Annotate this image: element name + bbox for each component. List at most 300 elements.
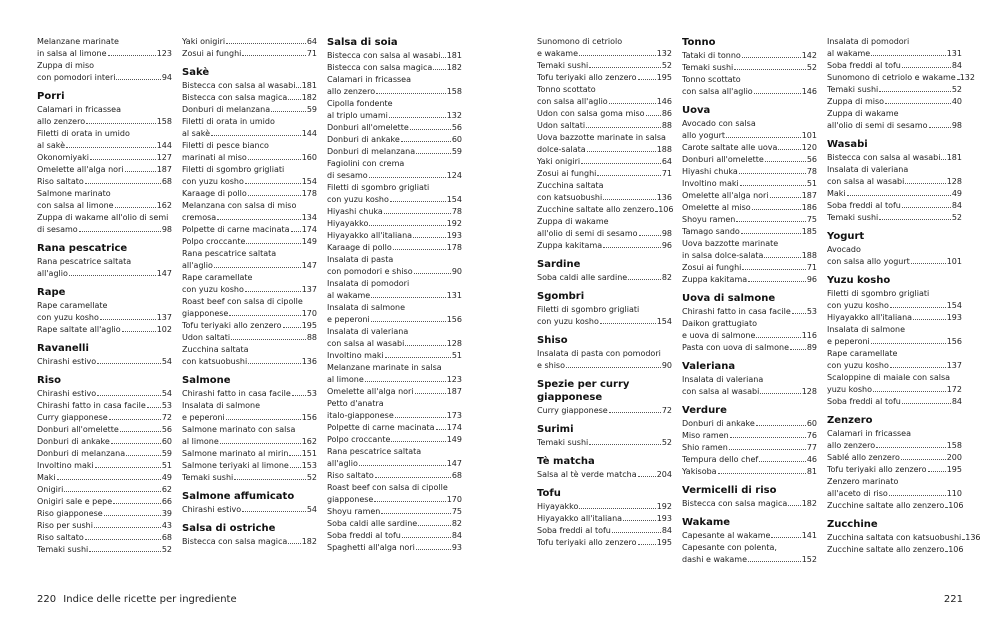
ingredient-heading: Rape — [37, 287, 66, 298]
recipe-name-line: di sesamo — [327, 171, 368, 180]
page-number: 162 — [156, 201, 172, 210]
page-number: 64 — [661, 157, 672, 166]
page-number: 81 — [806, 467, 817, 476]
recipe-line-with-page — [827, 396, 962, 408]
recipe-name-line: Temaki sushi — [182, 473, 234, 482]
recipe-line-with-page — [537, 72, 672, 84]
recipe-line-with-page — [182, 236, 317, 248]
recipe-name-line: con salsa all'aglio — [537, 97, 608, 106]
page-number: 52 — [661, 438, 672, 447]
dot-leader — [628, 279, 661, 280]
recipe-entry — [827, 288, 962, 312]
dot-leader — [245, 291, 301, 292]
recipe-name-line: Capesante al wakame — [682, 531, 771, 540]
recipe-name-line: Shio ramen — [682, 443, 728, 452]
recipe-entry — [827, 372, 962, 396]
dot-leader — [211, 135, 301, 136]
recipe-name-line: Avocado — [827, 245, 861, 254]
dot-leader — [271, 111, 306, 112]
recipe-name-line: Yaki onigiri — [537, 157, 581, 166]
page-number: 136 — [965, 533, 981, 542]
recipe-entry — [682, 118, 817, 142]
recipe-name-line: Filetti di sgombro grigliati — [827, 289, 930, 298]
recipe-name-line: Chirashi fatto in casa facile — [37, 401, 146, 410]
page-number: 60 — [451, 135, 462, 144]
page-number: 49 — [161, 473, 172, 482]
page-number: 59 — [451, 147, 462, 156]
recipe-name-line: Miso ramen — [682, 431, 729, 440]
page-number: 52 — [161, 545, 172, 554]
dot-leader — [928, 471, 946, 472]
recipe-name-line: Melanzane marinate in salsa — [327, 363, 442, 372]
recipe-name-line: in salsa dolce-salata — [682, 251, 764, 260]
recipe-entry — [682, 202, 817, 214]
recipe-name-line: Filetti di pesce bianco — [182, 141, 269, 150]
dot-leader — [879, 219, 951, 220]
ingredient-heading: Yuzu kosho — [827, 275, 891, 286]
recipe-entry — [682, 62, 817, 74]
dot-leader — [288, 99, 300, 100]
recipe-name-line: Calamari in fricassea — [37, 105, 121, 114]
index-column-5 — [682, 36, 817, 566]
dot-leader — [291, 231, 301, 232]
page-number: 93 — [451, 543, 462, 552]
recipe-entry — [182, 448, 317, 460]
recipe-name-line: Insalata di salmone — [182, 401, 261, 410]
page-number: 128 — [446, 339, 462, 348]
recipe-name-line: Donburi all'omelette — [682, 155, 764, 164]
dot-leader — [248, 159, 301, 160]
recipe-name-line: Filetti di sgombro grigliati — [327, 183, 430, 192]
dot-leader — [109, 419, 161, 420]
dot-leader — [125, 171, 156, 172]
recipe-entry — [537, 501, 672, 513]
dot-leader — [369, 177, 446, 178]
page-number-left: 220 — [37, 594, 57, 605]
page-number: 123 — [156, 49, 172, 58]
recipe-name-line: Zuppa di wakame — [537, 217, 609, 226]
recipe-name-line: Temaki sushi — [537, 61, 589, 70]
recipe-line-with-page — [327, 410, 462, 422]
recipe-line-with-page — [827, 500, 962, 512]
recipe-line-with-page — [182, 436, 317, 448]
recipe-entry — [682, 318, 817, 342]
dot-leader — [245, 183, 301, 184]
recipe-line-with-page — [827, 440, 962, 452]
recipe-name-line: con salsa al limone — [37, 201, 114, 210]
recipe-line-with-page — [537, 228, 672, 240]
recipe-line-with-page — [327, 146, 462, 158]
page-number: 56 — [806, 155, 817, 164]
dot-leader — [587, 151, 656, 152]
page-number: 192 — [446, 219, 462, 228]
recipe-entry — [537, 272, 672, 284]
recipe-entry — [327, 278, 462, 302]
recipe-name-line: Carote saltate alle uova — [682, 143, 778, 152]
recipe-line-with-page — [37, 484, 172, 496]
dot-leader — [147, 407, 161, 408]
dot-leader — [69, 275, 156, 276]
recipe-name-line: Rape caramellate — [827, 349, 898, 358]
recipe-entry — [827, 312, 962, 324]
recipe-entry — [182, 332, 317, 344]
dot-leader — [589, 67, 661, 68]
dot-leader — [214, 267, 301, 268]
recipe-name-line: giapponese — [327, 495, 374, 504]
recipe-entry — [37, 448, 172, 460]
page-number: 174 — [301, 225, 317, 234]
recipe-name-line: Curry giapponese — [37, 413, 108, 422]
page-number: 84 — [951, 61, 962, 70]
dot-leader — [393, 249, 446, 250]
page-number: 172 — [946, 385, 962, 394]
recipe-line-with-page — [682, 166, 817, 178]
dot-leader — [876, 447, 946, 448]
dot-leader — [290, 467, 301, 468]
recipe-name-line: Yakisoba — [682, 467, 717, 476]
recipe-entry — [682, 498, 817, 510]
recipe-line-with-page — [682, 530, 817, 542]
recipe-entry — [827, 244, 962, 268]
page-number: 156 — [946, 337, 962, 346]
recipe-name-line: Petto d'anatra — [327, 399, 384, 408]
page-number: 123 — [446, 375, 462, 384]
recipe-name-line: Uova bazzotte marinate in salsa — [537, 133, 666, 142]
recipe-name-line: Polpette di carne macinata — [182, 225, 290, 234]
recipe-entry — [827, 544, 962, 556]
recipe-line-with-page — [37, 224, 172, 236]
recipe-line-with-page — [37, 508, 172, 520]
page-number: 51 — [806, 179, 817, 188]
recipe-entry — [827, 452, 962, 464]
recipe-name-line: e peperoni — [827, 337, 870, 346]
recipe-entry — [182, 224, 317, 236]
recipe-name-line: Salmone marinato — [37, 189, 111, 198]
index-column-4 — [537, 36, 672, 549]
dot-leader — [603, 247, 661, 248]
recipe-name-line: Uova bazzotte marinate — [682, 239, 779, 248]
recipe-line-with-page — [37, 116, 172, 128]
recipe-line-with-page — [37, 460, 172, 472]
ingredient-heading: Vermicelli di riso — [682, 485, 777, 496]
page-number: 158 — [946, 441, 962, 450]
recipe-name-line: Rana pescatrice saltata — [327, 447, 422, 456]
recipe-line-with-page — [827, 212, 962, 224]
page-number: 154 — [446, 195, 462, 204]
dot-leader — [95, 467, 161, 468]
recipe-entry — [37, 128, 172, 152]
recipe-name-line: Soba caldi alle sardine — [537, 273, 628, 282]
recipe-name-line: Rape caramellate — [182, 273, 253, 282]
dot-leader — [64, 491, 160, 492]
recipe-line-with-page — [182, 320, 317, 332]
recipe-name-line: Temaki sushi — [827, 85, 879, 94]
recipe-name-line: Chirashi estivo — [37, 389, 97, 398]
recipe-line-with-page — [327, 206, 462, 218]
dot-leader — [638, 476, 656, 477]
dot-leader — [597, 175, 660, 176]
dot-leader — [385, 357, 451, 358]
recipe-entry — [537, 216, 672, 240]
recipe-name-line: con salsa allo yogurt — [827, 257, 910, 266]
recipe-line-with-page — [37, 312, 172, 324]
recipe-line-with-page — [37, 400, 172, 412]
recipe-entry — [327, 242, 462, 254]
recipe-line-with-page — [537, 537, 672, 549]
recipe-entry — [182, 188, 317, 200]
recipe-name-line: Zuppa di miso — [827, 97, 885, 106]
page-number: 68 — [451, 471, 462, 480]
page-number: 71 — [661, 169, 672, 178]
recipe-line-with-page — [327, 458, 462, 470]
recipe-entry — [327, 482, 462, 506]
recipe-entry — [37, 412, 172, 424]
recipe-name-line: Polpo croccante — [182, 237, 246, 246]
page-number: 200 — [946, 453, 962, 462]
recipe-name-line: Zuppa kakitama — [537, 241, 603, 250]
recipe-name-line: Bistecca con salsa al wasabi — [182, 81, 296, 90]
dot-leader — [890, 367, 946, 368]
recipe-line-with-page — [37, 448, 172, 460]
recipe-name-line: dashi e wakame — [682, 555, 748, 564]
page-number: 51 — [451, 351, 462, 360]
page-number: 128 — [801, 387, 817, 396]
recipe-entry — [182, 460, 317, 472]
recipe-line-with-page — [327, 170, 462, 182]
recipe-line-with-page — [37, 412, 172, 424]
recipe-name-line: Shoyu ramen — [327, 507, 381, 516]
recipe-name-line: Insalata di pasta — [327, 255, 394, 264]
recipe-line-with-page — [537, 513, 672, 525]
recipe-entry — [827, 36, 962, 60]
recipe-name-line: Tonno scottato — [537, 85, 596, 94]
dot-leader — [734, 69, 806, 70]
recipe-name-line: e peperoni — [182, 413, 225, 422]
dot-leader — [579, 55, 656, 56]
page-number: 144 — [156, 141, 172, 150]
page-number: 89 — [806, 343, 817, 352]
page-number: 52 — [806, 63, 817, 72]
page-number: 84 — [451, 531, 462, 540]
page-number: 96 — [661, 241, 672, 250]
dot-leader — [120, 431, 161, 432]
dot-leader — [771, 537, 800, 538]
recipe-line-with-page — [682, 190, 817, 202]
dot-leader — [754, 93, 801, 94]
dot-leader — [242, 511, 306, 512]
recipe-line-with-page — [327, 518, 462, 530]
recipe-entry — [537, 348, 672, 372]
recipe-name-line: Shoyu ramen — [682, 215, 736, 224]
page-number: 68 — [161, 177, 172, 186]
recipe-entry — [37, 356, 172, 368]
recipe-name-line: Zosui ai funghi — [682, 263, 742, 272]
dot-leader — [414, 273, 451, 274]
recipe-line-with-page — [327, 134, 462, 146]
recipe-name-line: Hiyayakko — [327, 219, 369, 228]
page-number: 181 — [301, 81, 317, 90]
recipe-entry — [827, 72, 975, 84]
page-number: 147 — [446, 459, 462, 468]
page-number: 71 — [306, 49, 317, 58]
recipe-line-with-page — [327, 470, 462, 482]
recipe-name-line: Donburi all'omelette — [327, 123, 409, 132]
recipe-name-line: con salsa al wasabi — [827, 177, 905, 186]
recipe-line-with-page — [327, 86, 462, 98]
dot-leader — [623, 520, 656, 521]
recipe-name-line: Capesante con polenta, — [682, 543, 777, 552]
page-number: 131 — [946, 49, 962, 58]
recipe-name-line: Sablé allo zenzero — [827, 453, 900, 462]
recipe-line-with-page — [827, 256, 962, 268]
dot-leader — [879, 91, 951, 92]
page-number: 182 — [801, 499, 817, 508]
recipe-entry — [827, 96, 962, 108]
dot-leader — [890, 307, 946, 308]
recipe-line-with-page — [682, 62, 817, 74]
recipe-name-line: Salmone marinato con salsa — [182, 425, 296, 434]
index-column-3 — [327, 36, 462, 554]
page-number: 195 — [656, 538, 672, 547]
recipe-name-line: al wakame — [327, 291, 371, 300]
dot-leader — [395, 417, 446, 418]
dot-leader — [234, 479, 306, 480]
recipe-line-with-page — [827, 120, 962, 132]
recipe-name-line: Zucchine saltate allo zenzero — [827, 545, 945, 554]
recipe-name-line: Donburi di ankake — [37, 437, 110, 446]
recipe-name-line: Hiyayakko all'italiana — [327, 231, 413, 240]
dot-leader — [646, 115, 661, 116]
dot-leader — [415, 393, 446, 394]
recipe-entry — [537, 84, 672, 108]
dot-leader — [288, 543, 300, 544]
dot-leader — [760, 393, 800, 394]
footer-right — [944, 594, 963, 605]
recipe-name-line: e peperoni — [327, 315, 370, 324]
recipe-line-with-page — [37, 152, 172, 164]
dot-leader — [390, 201, 446, 202]
recipe-line-with-page — [182, 48, 317, 60]
ingredient-heading: Verdure — [682, 405, 727, 416]
recipe-entry — [537, 72, 672, 84]
recipe-name-line: Hiyayakko all'italiana — [827, 313, 913, 322]
dot-leader — [736, 221, 805, 222]
ingredient-heading: Salmone — [182, 375, 231, 386]
dot-leader — [374, 501, 445, 502]
recipe-line-with-page — [182, 128, 317, 140]
recipe-entry — [327, 422, 462, 434]
dot-leader — [402, 537, 451, 538]
recipe-name-line: Bistecca con salsa magica — [327, 63, 433, 72]
page-number: 149 — [301, 237, 317, 246]
page-number: 106 — [658, 205, 674, 214]
recipe-name-line: Temaki sushi — [682, 63, 734, 72]
recipe-line-with-page — [827, 72, 975, 84]
recipe-name-line: e uova di salmone — [682, 331, 756, 340]
page-number: 59 — [161, 449, 172, 458]
recipe-name-line: Cipolla fondente — [327, 99, 393, 108]
recipe-entry — [682, 374, 817, 398]
recipe-name-line: Tonno scottato — [682, 75, 741, 84]
recipe-line-with-page — [37, 424, 172, 436]
recipe-entry — [537, 36, 672, 60]
recipe-entry — [682, 226, 817, 238]
recipe-name-line: Zuppa di wakame all'olio di semi — [37, 213, 169, 222]
page-number: 173 — [446, 411, 462, 420]
recipe-line-with-page — [682, 154, 817, 166]
recipe-entry — [537, 168, 672, 180]
dot-leader — [902, 67, 951, 68]
recipe-name-line: Karaage di pollo — [327, 243, 392, 252]
recipe-name-line: al sakè — [37, 141, 66, 150]
recipe-entry — [537, 240, 672, 252]
recipe-line-with-page — [327, 314, 462, 326]
recipe-line-with-page — [682, 214, 817, 226]
recipe-name-line: al limone — [182, 437, 219, 446]
recipe-line-with-page — [37, 544, 172, 556]
page-number: 147 — [156, 269, 172, 278]
page-number: 147 — [301, 261, 317, 270]
recipe-entry — [182, 320, 317, 332]
recipe-line-with-page — [537, 120, 672, 132]
index-column-1 — [37, 36, 172, 556]
recipe-line-with-page — [182, 504, 317, 516]
dot-leader — [246, 243, 300, 244]
page-number: 71 — [806, 263, 817, 272]
recipe-entry — [327, 254, 462, 278]
recipe-line-with-page — [682, 262, 817, 274]
recipe-entry — [827, 476, 962, 500]
recipe-entry — [182, 200, 317, 224]
recipe-line-with-page — [682, 418, 817, 430]
recipe-entry — [327, 62, 462, 74]
page-number: 187 — [156, 165, 172, 174]
recipe-entry — [827, 532, 981, 544]
page-number: 195 — [301, 321, 317, 330]
recipe-line-with-page — [827, 452, 962, 464]
page-number: 154 — [656, 317, 672, 326]
recipe-entry — [327, 74, 462, 98]
page-number: 188 — [656, 145, 672, 154]
page-number: 154 — [301, 177, 317, 186]
recipe-line-with-page — [682, 554, 817, 566]
dot-leader — [589, 444, 661, 445]
recipe-line-with-page — [682, 226, 817, 238]
recipe-line-with-page — [537, 96, 672, 108]
page-number: 101 — [946, 257, 962, 266]
recipe-name-line: all'aceto di riso — [827, 489, 888, 498]
recipe-line-with-page — [682, 274, 817, 286]
recipe-name-line: Yaki onigiri — [182, 37, 226, 46]
dot-leader — [381, 513, 450, 514]
dot-leader — [384, 213, 451, 214]
recipe-entry — [682, 74, 817, 98]
dot-leader — [433, 69, 445, 70]
recipe-line-with-page — [682, 454, 817, 466]
dot-leader — [410, 129, 451, 130]
recipe-entry — [327, 542, 462, 554]
recipe-line-with-page — [37, 164, 172, 176]
dot-leader — [376, 93, 446, 94]
recipe-name-line: al sakè — [182, 129, 211, 138]
page-number: 49 — [951, 189, 962, 198]
recipe-name-line: Fagiolini con crema — [327, 159, 405, 168]
page-number: 195 — [656, 73, 672, 82]
page-number: 144 — [301, 129, 317, 138]
recipe-entry — [182, 164, 317, 188]
dot-leader — [603, 199, 656, 200]
recipe-entry — [182, 504, 317, 516]
